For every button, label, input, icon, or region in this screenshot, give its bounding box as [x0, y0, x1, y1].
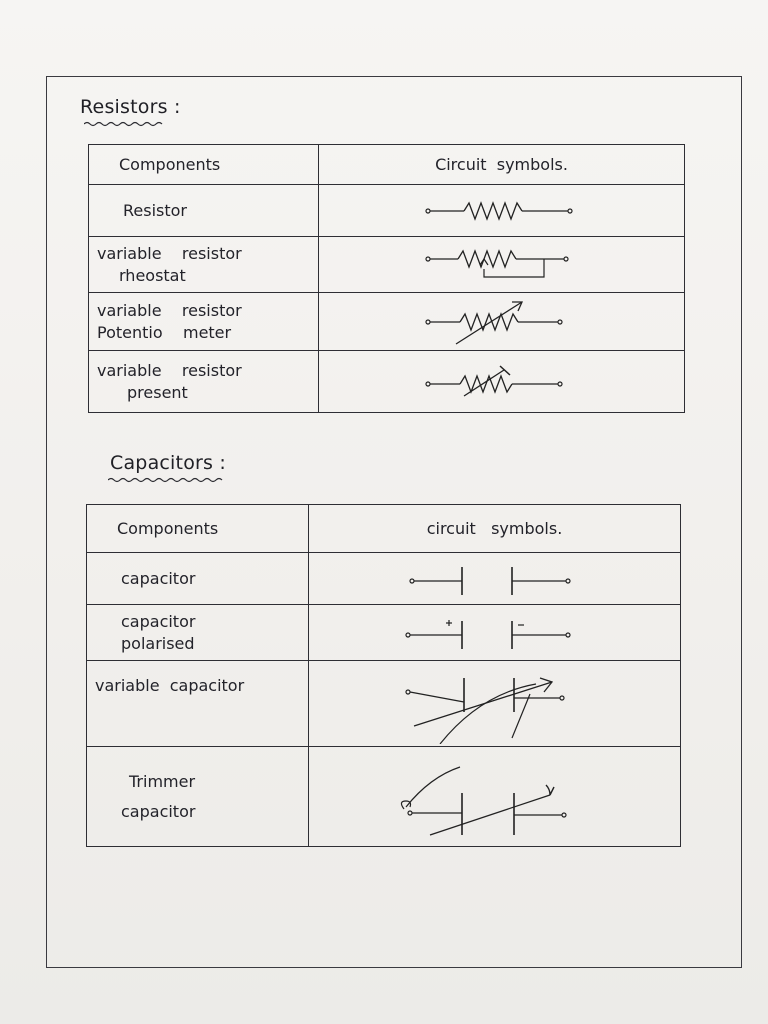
preset-resistor-symbol	[412, 362, 592, 402]
capacitors-heading-underline	[108, 476, 228, 484]
symbol-cell	[319, 293, 685, 351]
variable-capacitor-symbol	[400, 664, 590, 744]
symbol-cell	[309, 661, 681, 747]
component-name: Trimmer capacitor	[87, 747, 309, 847]
table-row	[87, 747, 681, 847]
component-name: capacitor	[87, 553, 309, 605]
components-header: Components	[89, 145, 319, 185]
component-name: variable resistor rheostat	[89, 237, 319, 293]
capacitors-header-row	[87, 505, 681, 553]
polarised-capacitor-symbol	[400, 613, 590, 653]
resistors-table	[88, 144, 685, 413]
component-name: Resistor	[89, 185, 319, 237]
symbol-cell	[319, 237, 685, 293]
symbol-cell	[309, 553, 681, 605]
resistors-heading: Resistors :	[80, 96, 181, 118]
fixed-resistor-symbol	[412, 196, 592, 226]
table-row	[89, 237, 685, 293]
symbol-cell	[309, 605, 681, 661]
trimmer-capacitor-symbol	[400, 757, 590, 837]
table-row	[87, 553, 681, 605]
table-row	[87, 661, 681, 747]
symbol-cell	[319, 185, 685, 237]
capacitors-table	[86, 504, 681, 847]
capacitor-symbol	[400, 559, 590, 599]
table-row	[89, 293, 685, 351]
resistors-heading-underline	[84, 120, 164, 128]
components-header: Components	[87, 505, 309, 553]
component-name: capacitor polarised	[87, 605, 309, 661]
rheostat-symbol	[412, 247, 592, 283]
symbols-header: circuit symbols.	[309, 505, 681, 553]
table-row	[87, 605, 681, 661]
component-name: variable resistor Potentio meter	[89, 293, 319, 351]
potentiometer-symbol	[412, 296, 592, 348]
table-row	[89, 185, 685, 237]
symbol-cell	[319, 351, 685, 413]
component-name: variable resistor present	[89, 351, 319, 413]
symbols-header: Circuit symbols.	[319, 145, 685, 185]
symbol-cell	[309, 747, 681, 847]
component-name: variable capacitor	[87, 661, 309, 747]
table-row	[89, 351, 685, 413]
resistors-header-row	[89, 145, 685, 185]
capacitors-heading: Capacitors :	[110, 452, 226, 474]
